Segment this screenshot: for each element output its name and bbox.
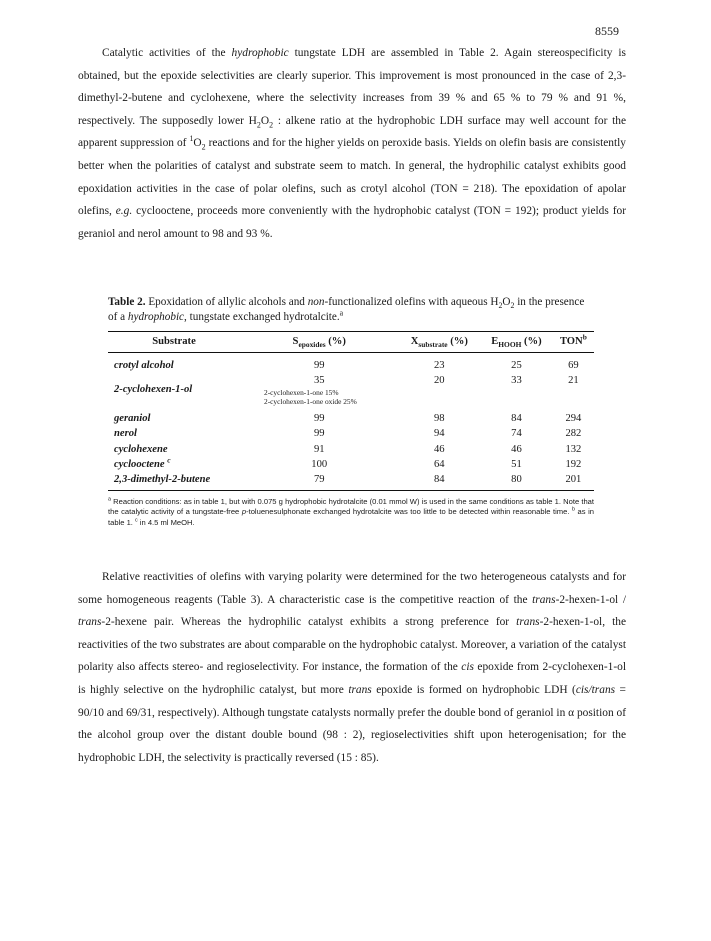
- table-header-row: [108, 332, 594, 353]
- header-substrate: Substrate: [152, 336, 196, 347]
- table-row: 2,3-dimethyl-2-butene 79 84 80 201: [114, 474, 582, 486]
- table-2-block: [108, 295, 594, 529]
- paragraph-2: Relative reactivities of olefins with varying polarity were determined for the two heterogeneous catalysts and for some homogeneous reagents (Table 3). A characteristic case is the competitive reaction of the trans-2-hexen-1-ol / trans-2-hexene pair. Whereas the hydrophilic catalyst exhibits a strong preference for trans-2-hexen-1-ol, the reactivities of the two substrates are about comparable on the hydrophobic catalyst. Moreover, a variation of the catalyst polarity also affects stereo- and regioselectivity. For instance, the formation of the cis epoxide from 2-cyclohexen-1-ol is highly selective on the hydrophilic catalyst, but more trans epoxide is formed on hydrophobic LDH (cis/trans = 90/10 and 69/31, respectively). Although tungstate catalysts normally prefer the double bond of geraniol in α position of the alcohol group over the distant double bound (98 : 2), regioselectivities shift upon heterogenisation; for the hydrophobic LDH, the selectivity is practically reversed (15 : 85).: [78, 571, 627, 764]
- paragraph-1: Catalytic activities of the hydrophobic tungstate LDH are assembled in Table 2. Again stereospecificity is obtained, but the epoxide selectivities are clearly superior. This improvement is most pronounced in the case of 2,3-dimethyl-2-butene and cyclohexene, where the selectivity increases from 39 % and 65 % to 79 % and 91 %, respectively. The supposedly lower $H_2O_2$ : alkene ratio at the hydrophobic LDH surface may well account for the apparent suppression of $^1O_2$ reactions and for the higher yields on peroxide basis. Yields on olefin basis are consistently better when the polarities of catalyst and substrate seem to match. In general, the hydrophilic catalyst exhibits good epoxidation activities in the case of polar olefins, such as crotyl alcohol (TON = 218). The epoxidation of apolar olefins, e.g. cyclooctene, proceeds more conveniently with the hydrophobic catalyst (TON = 192); product yields for geraniol and nerol amount to 98 and 93 %.: [78, 47, 627, 240]
- header-conversion: $X_{substrate}$ (%): [410, 336, 468, 350]
- header-efficiency: $E_{HOOH}$ (%): [491, 336, 542, 350]
- side-product-1: 2-cyclohexen-1-one 15%: [264, 387, 339, 397]
- results-table: [108, 331, 594, 491]
- table-row: nerol 99 94 74 282: [114, 428, 582, 440]
- table-footnote: $^a$ Reaction conditions: as in table 1, but with 0.075 g hydrophobic hydrotalcite (0.01 mmol W) is used in the same conditions as table 1. Note that the catalytic activity of a tungstate-free p-toluenesulphonate exchanged hydrotalcite was too little to be detected within reasonable time. $^b$ as in table 1. $^c$ in 4.5 ml MeOH.: [108, 496, 594, 528]
- header-selectivity: $S_{epoxides}$ (%): [292, 336, 346, 350]
- side-product-2: 2-cyclohexen-1-one oxide 25%: [264, 396, 357, 406]
- table-caption: Table 2. Epoxidation of allylic alcohols and non-functionalized olefins with aqueous $H_2O_2$ in the presence of a hydrophobic, tungstate exchanged hydrotalcite.$^a$: [108, 296, 585, 323]
- table-row: 2-cyclohexen-1-ol 35 2-cyclohexen-1-one 15% 2-cyclohexen-1-one oxide 25% 20 33 21: [114, 375, 579, 406]
- table-row: crotyl alcohol 99 23 25 69: [114, 360, 579, 371]
- page-number: 8559: [595, 24, 619, 38]
- table-row: geraniol 99 98 84 294: [114, 412, 582, 424]
- header-ton: TON$^b$: [559, 332, 587, 347]
- table-row: cyclohexene 91 46 46 132: [114, 443, 582, 455]
- table-row: cyclooctene $^c$ 100 64 51 192: [114, 455, 582, 471]
